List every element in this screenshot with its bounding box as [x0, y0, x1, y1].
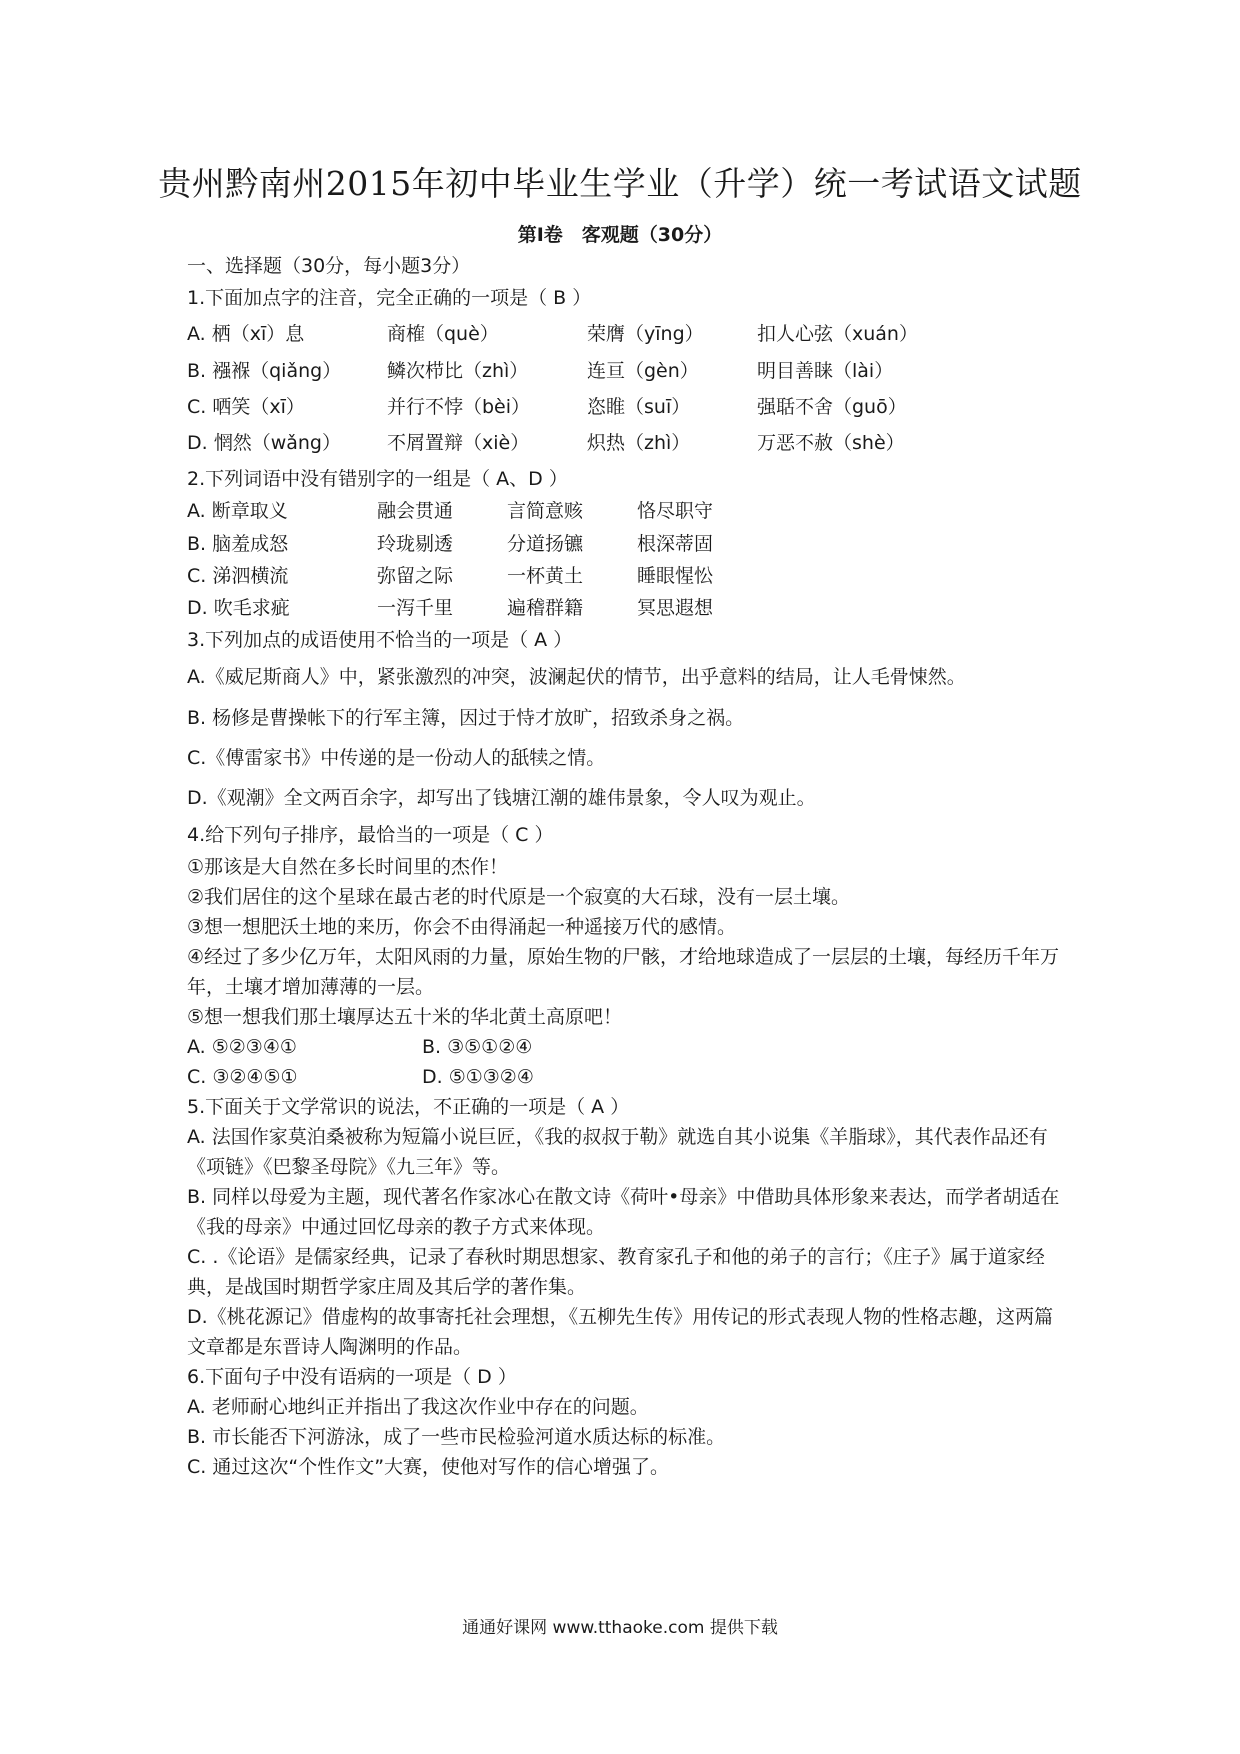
option-item: D. 惘然（wǎng）: [187, 432, 341, 455]
option-item: 万恶不赦（shè）: [757, 432, 905, 455]
question-5-option-b: B. 同样以母爱为主题，现代著名作家冰心在散文诗《荷叶•母亲》中借助具体形象来表达，而学者胡适在《我的母亲》中通过回忆母亲的教子方式来体现。: [187, 1186, 1060, 1239]
question-2-option-a: [187, 495, 1067, 527]
option-item: C. 哂笑（xī）: [187, 395, 305, 418]
sentence-1: ①那该是大自然在多长时间里的杰作！: [187, 856, 509, 879]
option-item: B. 襁褓（qiǎng）: [187, 359, 342, 382]
question-5-option-d: D.《桃花源记》借虚构的故事寄托社会理想，《五柳先生传》用传记的形式表现人物的性格志趣，这两篇文章都是东晋诗人陶渊明的作品。: [187, 1306, 1054, 1359]
question-6-stem: 6.下面句子中没有语病的一项是（ D ）: [187, 1366, 517, 1389]
section-label: 一、选择题（30分，每小题3分）: [187, 255, 471, 277]
question-3-option-c: C.《傅雷家书》中传递的是一份动人的舐犊之情。: [187, 747, 606, 770]
question-1-option-a: [187, 318, 1067, 350]
sentence-5: ⑤想一想我们那土壤厚达五十米的华北黄土高原吧！: [187, 1006, 623, 1029]
option-item: A. ⑤②③④①: [187, 1036, 297, 1059]
question-1-option-c: [187, 391, 1067, 423]
option-item: C. 涕泗横流: [187, 564, 289, 587]
option-item: 强聒不舍（guō）: [757, 395, 907, 418]
question-3-option-a: A.《威尼斯商人》中，紧张激烈的冲突，波澜起伏的情节，出乎意料的结局，让人毛骨悚然。: [187, 666, 966, 689]
question-5-option-c: C. .《论语》是儒家经典，记录了春秋时期思想家、教育家孔子和他的弟子的言行；《庄子》属于道家经典，是战国时期哲学家庄周及其后学的著作集。: [187, 1246, 1045, 1299]
question-6-option-b: B. 市长能否下河游泳，成了一些市民检验河道水质达标的标准。: [187, 1426, 726, 1449]
question-1-option-d: [187, 427, 1067, 459]
sentence-4: ④经过了多少亿万年，太阳风雨的力量，原始生物的尸骸，才给地球造成了一层层的土壤，每经历千年万年，土壤才增加薄薄的一层。: [187, 946, 1060, 999]
question-2-stem: 2.下列词语中没有错别字的一组是（ A、D ）: [187, 468, 568, 491]
question-3-option-d: D.《观潮》全文两百余字，却写出了钱塘江潮的雄伟景象，令人叹为观止。: [187, 787, 816, 810]
question-4-stem: 4.给下列句子排序，最恰当的一项是（ C ）: [187, 824, 554, 847]
option-item: 荣膺（yīng）: [587, 323, 704, 346]
question-1-option-b: [187, 355, 1067, 387]
option-item: 一泻千里: [377, 597, 454, 620]
option-item: 并行不悖（bèi）: [387, 395, 531, 418]
option-item: 睡眼惺忪: [637, 564, 714, 587]
option-item: A. 断章取义: [187, 500, 288, 523]
option-item: 扣人心弦（xuán）: [757, 323, 918, 346]
option-item: 不屑置辩（xiè）: [387, 432, 530, 455]
question-2-option-c: [187, 560, 1067, 592]
option-item: C. ③②④⑤①: [187, 1066, 298, 1089]
option-item: 恪尽职守: [637, 500, 714, 523]
option-item: 明目善睐（lài）: [757, 359, 894, 382]
question-6-option-a: A. 老师耐心地纠正并指出了我这次作业中存在的问题。: [187, 1396, 649, 1419]
option-item: 弥留之际: [377, 564, 454, 587]
option-item: 一杯黄土: [507, 564, 584, 587]
option-item: 言简意赅: [507, 500, 584, 523]
question-2-option-d: [187, 592, 1067, 624]
option-item: 鳞次栉比（zhì）: [387, 359, 529, 382]
option-item: 冥思遐想: [637, 597, 714, 620]
question-4-options-cd: [187, 1062, 1067, 1092]
page-footer: 通通好课网 www.tthaoke.com 提供下载: [462, 1618, 778, 1638]
question-3-option-b: B. 杨修是曹操帐下的行军主簿，因过于恃才放旷，招致杀身之祸。: [187, 707, 745, 730]
question-4-options-ab: [187, 1032, 1067, 1062]
question-6-option-c: C. 通过这次“个性作文”大赛，使他对写作的信心增强了。: [187, 1456, 670, 1479]
section-heading: 第Ⅰ卷 客观题（30分）: [517, 224, 723, 246]
option-item: 连亘（gèn）: [587, 359, 699, 382]
option-item: 恣睢（suī）: [587, 395, 691, 418]
option-item: A. 栖（xī）息: [187, 323, 305, 346]
option-item: 分道扬镳: [507, 532, 584, 555]
question-3-stem: 3.下列加点的成语使用不恰当的一项是（ A ）: [187, 629, 573, 652]
option-item: B. 脑羞成怒: [187, 532, 289, 555]
option-item: 融会贯通: [377, 500, 454, 523]
document-title: 贵州黔南州2015年初中毕业生学业（升学）统一考试语文试题: [158, 164, 1082, 203]
option-item: 商榷（què）: [387, 323, 499, 346]
option-item: B. ③⑤①②④: [422, 1036, 533, 1059]
question-5-stem: 5.下面关于文学常识的说法，不正确的一项是（ A ）: [187, 1096, 630, 1119]
question-2-option-b: [187, 528, 1067, 560]
exam-content: [187, 250, 1067, 1482]
option-item: D. ⑤①③②④: [422, 1066, 534, 1089]
sentence-2: ②我们居住的这个星球在最古老的时代原是一个寂寞的大石球，没有一层土壤。: [187, 886, 851, 909]
question-5-option-a: A. 法国作家莫泊桑被称为短篇小说巨匠，《我的叔叔于勒》就选自其小说集《羊脂球》，其代表作品还有《项链》《巴黎圣母院》《九三年》等。: [187, 1126, 1048, 1179]
option-item: 遍稽群籍: [507, 597, 584, 620]
option-item: 玲珑剔透: [377, 532, 454, 555]
option-item: 炽热（zhì）: [587, 432, 691, 455]
option-item: D. 吹毛求疵: [187, 597, 290, 620]
question-1-stem: 1.下面加点字的注音，完全正确的一项是（ B ）: [187, 287, 592, 310]
option-item: 根深蒂固: [637, 532, 714, 555]
sentence-3: ③想一想肥沃土地的来历，你会不由得涌起一种遥接万代的感情。: [187, 916, 737, 939]
